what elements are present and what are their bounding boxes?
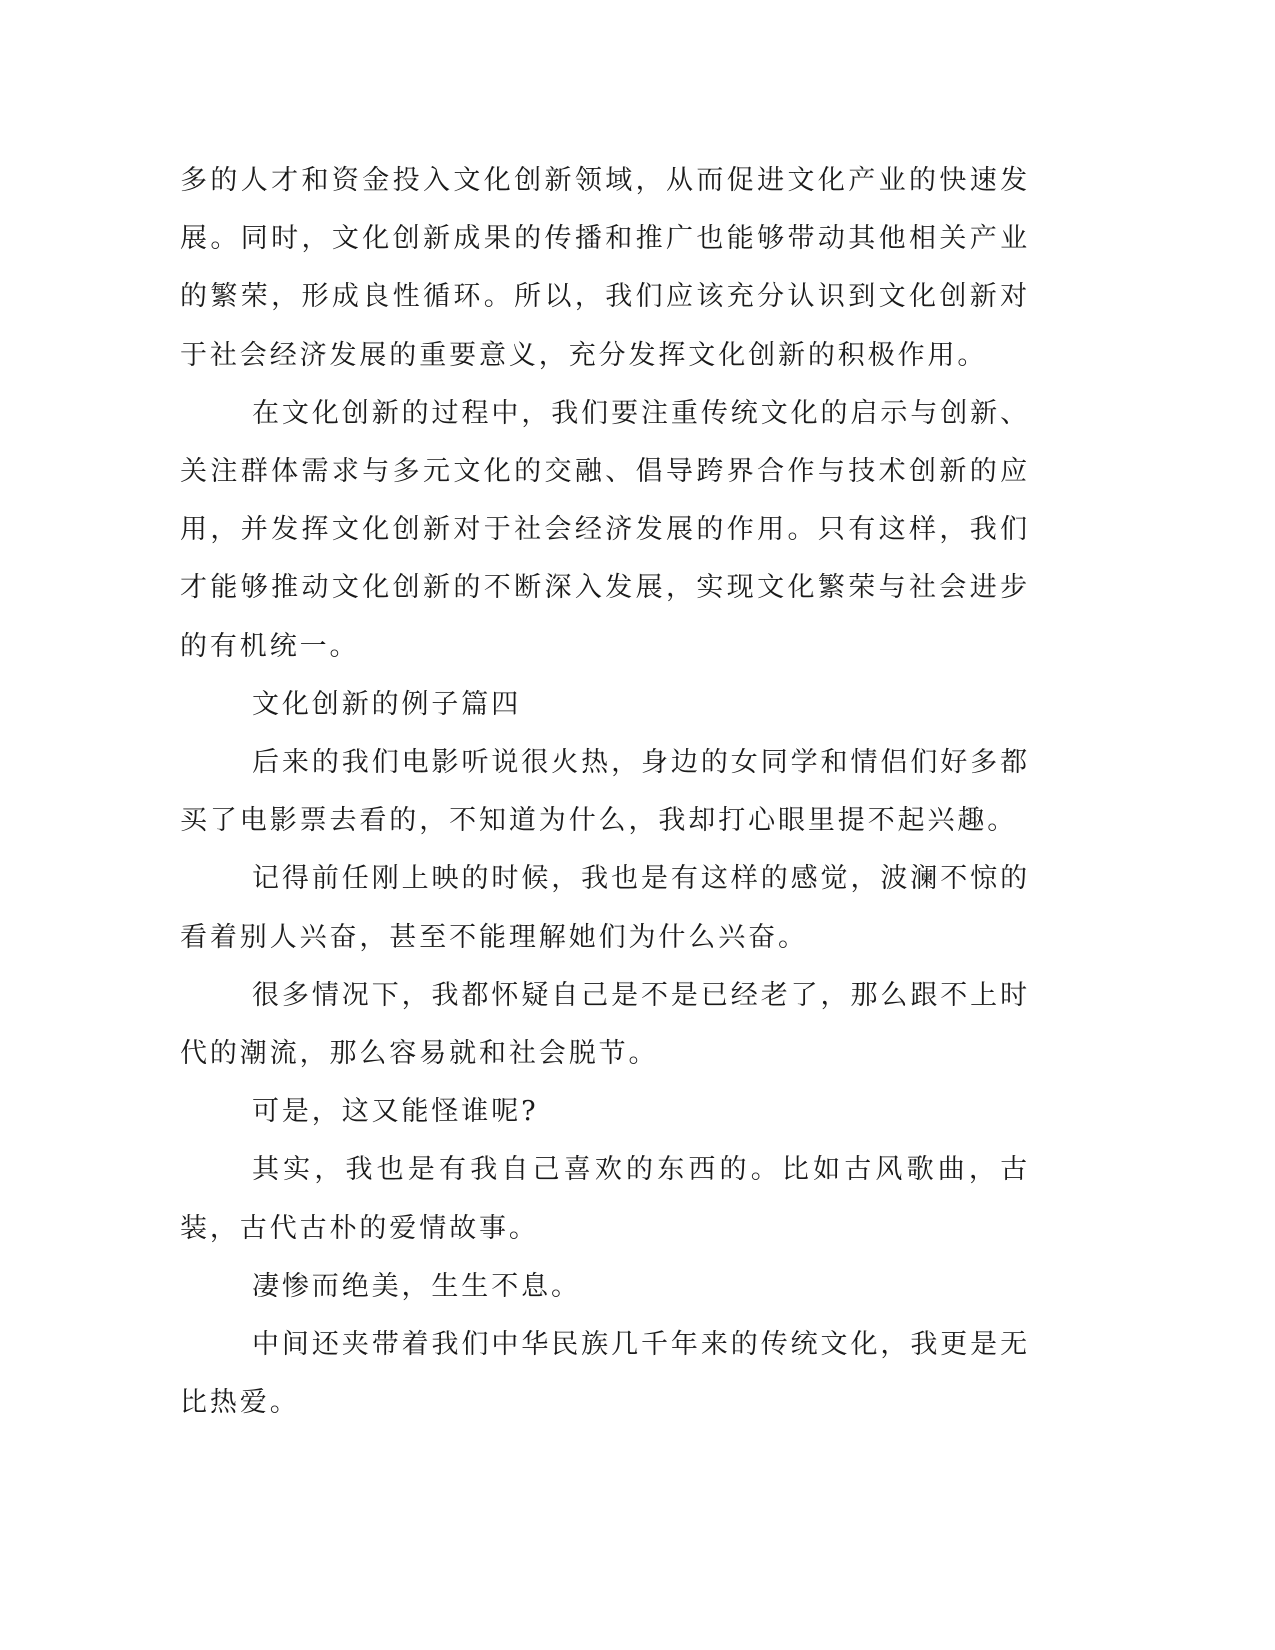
paragraph: 凄惨而绝美，生生不息。 bbox=[252, 1270, 581, 1302]
document-body bbox=[180, 152, 1030, 1432]
paragraph: 很多情况下，我都怀疑自己是不是已经老了，那么跟不上时代的潮流，那么容易就和社会脱节。 bbox=[180, 979, 1030, 1070]
paragraph: 在文化创新的过程中，我们要注重传统文化的启示与创新、关注群体需求与多元文化的交融、倡导跨界合作与技术创新的应用，并发挥文化创新对于社会经济发展的作用。只有这样，我们才能够推动文化创新的不断深入发展，实现文化繁荣与社会进步的有机统一。 bbox=[180, 397, 1030, 662]
paragraph: 中间还夹带着我们中华民族几千年来的传统文化，我更是无比热爱。 bbox=[180, 1329, 1030, 1419]
paragraph: 其实，我也是有我自己喜欢的东西的。比如古风歌曲，古装，古代古朴的爱情故事。 bbox=[180, 1154, 1030, 1244]
paragraph: 记得前任刚上映的时候，我也是有这样的感觉，波澜不惊的看着别人兴奋，甚至不能理解她们为什么兴奋。 bbox=[180, 863, 1030, 953]
paragraph: 后来的我们电影听说很火热，身边的女同学和情侣们好多都买了电影票去看的，不知道为什么，我却打心眼里提不起兴趣。 bbox=[180, 747, 1030, 837]
paragraph-continuation: 多的人才和资金投入文化创新领域，从而促进文化产业的快速发展。同时，文化创新成果的传播和推广也能够带动其他相关产业的繁荣，形成良性循环。所以，我们应该充分认识到文化创新对于社会经济发展的重要意义，充分发挥文化创新的积极作用。 bbox=[180, 165, 1030, 371]
paragraph: 可是，这又能怪谁呢? bbox=[252, 1096, 539, 1128]
section-heading: 文化创新的例子篇四 bbox=[252, 688, 522, 720]
